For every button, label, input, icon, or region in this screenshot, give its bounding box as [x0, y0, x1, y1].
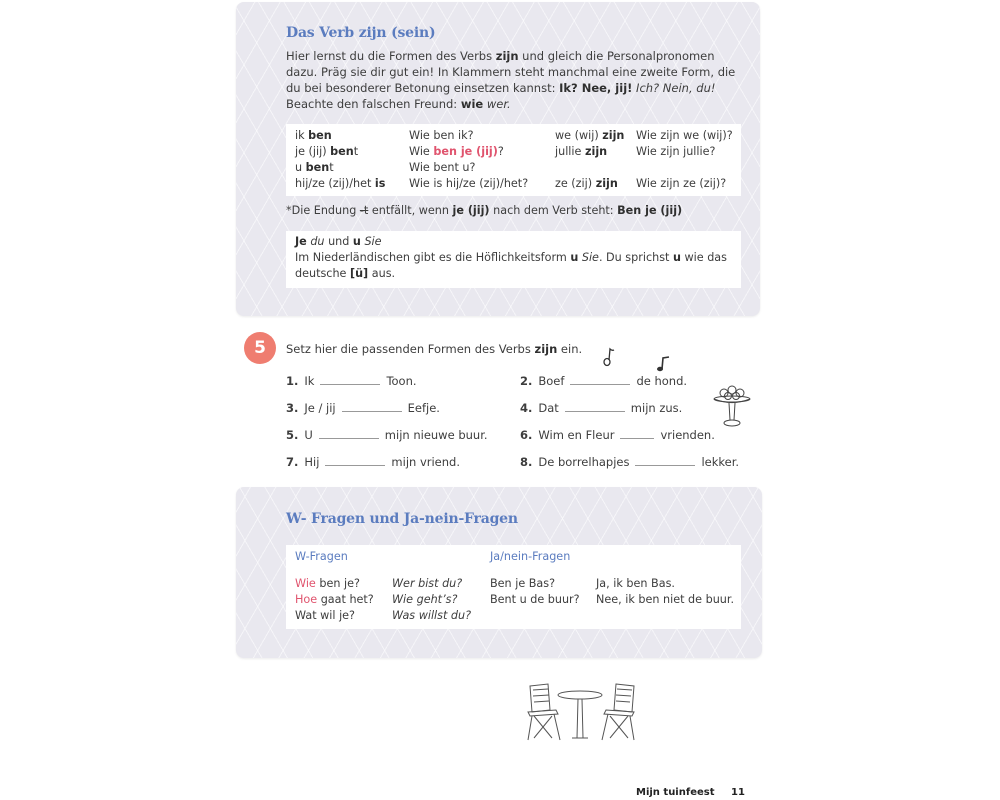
table-cell: Wie is hij/ze (zij)/het?	[409, 177, 529, 190]
exercise-item: 6. Wim en Fleur vrienden.	[520, 428, 715, 442]
grammar-box-title: Das Verb zijn (sein)	[286, 25, 436, 41]
exercise-instruction: Setz hier die passenden Formen des Verbs zijn ein.	[286, 342, 583, 356]
table-cell: ze (zij) zijn	[555, 177, 618, 190]
answer-blank[interactable]	[342, 402, 402, 412]
garden-furniture-icon	[522, 680, 642, 744]
table-cell: Wie zijn we (wij)?	[636, 129, 733, 142]
table-cell: Wie zijn ze (zij)?	[636, 177, 727, 190]
table-cell: Wie zijn jullie?	[636, 145, 716, 158]
yes-no-question: Bent u de buur?	[490, 593, 580, 606]
table-cell: u bent	[295, 161, 334, 174]
exercise-item: 2. Boef de hond.	[520, 374, 688, 388]
footer-title: Mijn tuinfeest	[636, 787, 715, 798]
yes-no-answer: Ja, ik ben Bas.	[596, 577, 675, 590]
music-note-icon	[600, 345, 620, 369]
answer-blank[interactable]	[570, 375, 630, 385]
w-question: Wie ben je?	[295, 577, 360, 590]
answer-blank[interactable]	[319, 429, 379, 439]
yes-no-question: Ben je Bas?	[490, 577, 556, 590]
table-cell: Wie bent u?	[409, 161, 476, 174]
table-cell: je (jij) bent	[295, 145, 359, 158]
question-box-title: W- Fragen und Ja-nein-Fragen	[286, 511, 518, 527]
w-question: Hoe gaat het?	[295, 593, 374, 606]
yes-no-answer: Nee, ik ben niet de buur.	[596, 593, 734, 606]
table-cell: Wie ben ik?	[409, 129, 474, 142]
music-note-icon	[655, 355, 673, 375]
answer-blank[interactable]	[325, 456, 385, 466]
exercise-item: 7. Hij mijn vriend.	[286, 455, 461, 469]
intro-paragraph: Hier lernst du die Formen des Verbs zijn und gleich die Personalpronomen dazu. Präg sie dir gut ein! In Klammern steht manchmal eine zweite Form, die du bei besonderer Betonung einsetzen kannst: Ik? Nee, jij! Ich? Nein, du! Beachte den falschen Freund: wie wer.	[286, 49, 736, 111]
table-cell: Wie ben je (jij)?	[409, 145, 504, 158]
yes-no-questions-heading: Ja/nein-Fragen	[490, 550, 571, 563]
ending-note: *Die Endung -t entfällt, wenn je (jij) nach dem Verb steht: Ben je (jij)	[286, 204, 683, 217]
w-question-translation: Was willst du?	[392, 609, 472, 622]
cake-stand-icon	[710, 382, 754, 432]
table-cell: hij/ze (zij)/het is	[295, 177, 386, 190]
info-box-title: Je du und u Sie	[295, 235, 382, 248]
table-cell: jullie zijn	[555, 145, 608, 158]
w-question: Wat wil je?	[295, 609, 355, 622]
w-question-translation: Wer bist du?	[392, 577, 463, 590]
exercise-number-badge: 5	[244, 332, 276, 364]
exercise-item: 5. U mijn nieuwe buur.	[286, 428, 488, 442]
info-box-line: deutsche [ü] aus.	[295, 267, 396, 280]
exercise-item: 1. Ik Toon.	[286, 374, 417, 388]
w-question-translation: Wie geht’s?	[392, 593, 458, 606]
exercise-item: 4. Dat mijn zus.	[520, 401, 683, 415]
table-cell: we (wij) zijn	[555, 129, 625, 142]
page-number: 11	[731, 787, 745, 798]
exercise-item: 8. De borrelhapjes lekker.	[520, 455, 740, 469]
answer-blank[interactable]	[565, 402, 625, 412]
w-questions-heading: W-Fragen	[295, 550, 348, 563]
answer-blank[interactable]	[320, 375, 380, 385]
answer-blank[interactable]	[620, 429, 654, 439]
table-cell: ik ben	[295, 129, 332, 142]
answer-blank[interactable]	[635, 456, 695, 466]
exercise-item: 3. Je / jij Eefje.	[286, 401, 440, 415]
info-box-line: Im Niederländischen gibt es die Höflichkeitsform u Sie. Du sprichst u wie das	[295, 251, 727, 264]
